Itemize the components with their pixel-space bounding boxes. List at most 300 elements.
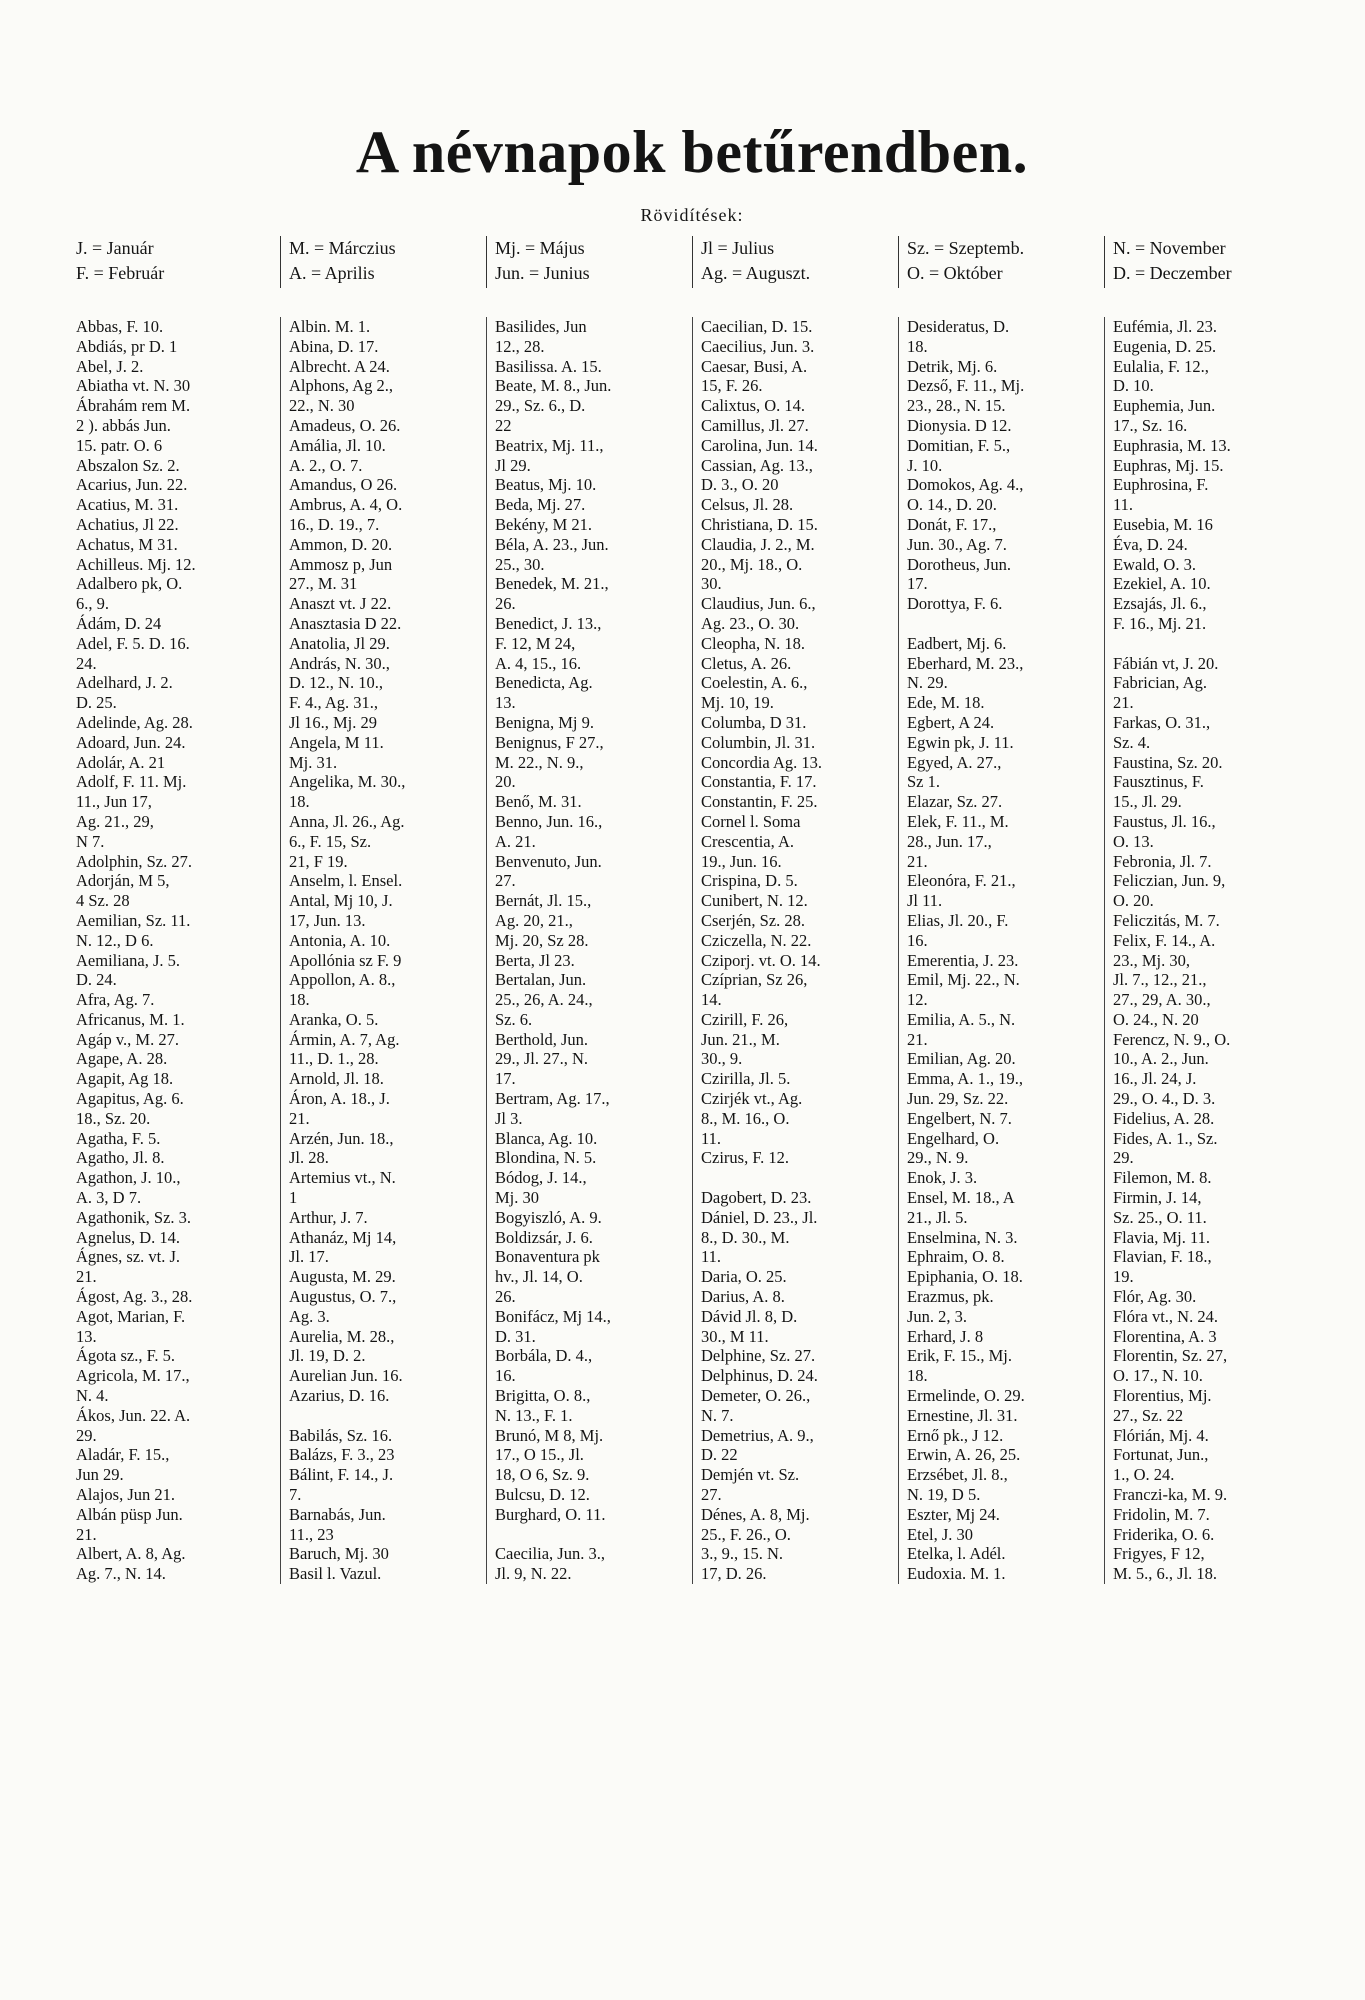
name-day-entry: 21. bbox=[907, 1029, 928, 1049]
name-day-entry: Alajos, Jun 21. bbox=[76, 1485, 175, 1505]
name-day-entry: 17. bbox=[495, 1069, 516, 1089]
name-day-entry: 27., M. 31 bbox=[289, 574, 358, 594]
name-day-entry: 29., O. 4., D. 3. bbox=[1113, 1089, 1216, 1109]
name-day-entry: Erwin, A. 26, 25. bbox=[907, 1445, 1021, 1465]
name-day-entry: Amandus, O 26. bbox=[289, 475, 398, 495]
name-day-entry: 11., 23 bbox=[289, 1524, 334, 1544]
name-day-entry: Caecilia, Jun. 3., bbox=[495, 1544, 605, 1564]
name-day-entry: Aurelian Jun. 16. bbox=[289, 1366, 403, 1386]
name-day-entry: Africanus, M. 1. bbox=[76, 1009, 185, 1029]
name-day-entry: Fabrician, Ag. bbox=[1113, 673, 1207, 693]
name-day-entry: Daria, O. 25. bbox=[701, 1267, 787, 1287]
name-day-entry: Agatho, Jl. 8. bbox=[76, 1148, 165, 1168]
name-day-entry: 25., 26, A. 24., bbox=[495, 990, 593, 1010]
name-day-entry: Aemiliana, J. 5. bbox=[76, 950, 181, 970]
name-day-entry: Bulcsu, D. 12. bbox=[495, 1485, 590, 1505]
name-day-entry: Berthold, Jun. bbox=[495, 1029, 589, 1049]
name-day-entry: Achatius, Jl 22. bbox=[76, 514, 179, 534]
name-day-entry: 15, F. 26. bbox=[701, 376, 763, 396]
name-day-entry: 29., Jl. 27., N. bbox=[495, 1049, 589, 1069]
name-day-entry: 19. bbox=[1113, 1267, 1134, 1287]
name-day-entry: 20., Mj. 18., O. bbox=[701, 554, 803, 574]
name-day-entry: Cleopha, N. 18. bbox=[701, 633, 806, 653]
name-day-entry: N 7. bbox=[76, 831, 105, 851]
name-day-entry: Flórián, Mj. 4. bbox=[1113, 1425, 1209, 1445]
name-day-entry: Agathon, J. 10., bbox=[76, 1168, 181, 1188]
abbreviation-entry: F. = Február bbox=[76, 263, 165, 283]
name-day-entry: Adoard, Jun. 24. bbox=[76, 732, 186, 752]
name-day-entry: Erik, F. 15., Mj. bbox=[907, 1346, 1013, 1366]
name-day-entry: Emilia, A. 5., N. bbox=[907, 1009, 1016, 1029]
name-day-entry: Ewald, O. 3. bbox=[1113, 554, 1196, 574]
name-day-entry: Elazar, Sz. 27. bbox=[907, 792, 1003, 812]
name-day-entry: Ephraim, O. 8. bbox=[907, 1247, 1005, 1267]
name-day-entry: Dénes, A. 8, Mj. bbox=[701, 1504, 810, 1524]
name-day-entry: Dionysia. D 12. bbox=[907, 415, 1012, 435]
name-day-entry: Albert, A. 8, Ag. bbox=[76, 1544, 186, 1564]
name-day-entry: Faustus, Jl. 16., bbox=[1113, 811, 1216, 831]
name-day-entry: 23., 28., N. 15. bbox=[907, 396, 1006, 416]
name-day-entry: Cziczella, N. 22. bbox=[701, 930, 812, 950]
name-day-entry: Ágota sz., F. 5. bbox=[76, 1346, 176, 1366]
name-day-entry: 27., 29, A. 30., bbox=[1113, 990, 1211, 1010]
name-day-entry: 16., D. 19., 7. bbox=[289, 514, 380, 534]
name-day-entry: 17. bbox=[907, 574, 928, 594]
name-day-entry: Blondina, N. 5. bbox=[495, 1148, 597, 1168]
name-day-entry: Albán püsp Jun. bbox=[76, 1504, 183, 1524]
name-day-entry: D. 22 bbox=[701, 1445, 738, 1465]
name-day-entry: Claudius, Jun. 6., bbox=[701, 594, 816, 614]
name-day-entry: N. 29. bbox=[907, 673, 948, 693]
name-day-entry: Euphras, Mj. 15. bbox=[1113, 455, 1224, 475]
name-day-entry: Burghard, O. 11. bbox=[495, 1504, 606, 1524]
name-day-entry: Engelbert, N. 7. bbox=[907, 1108, 1012, 1128]
name-day-entry: Blanca, Ag. 10. bbox=[495, 1128, 598, 1148]
name-day-entry: Benedek, M. 21., bbox=[495, 574, 609, 594]
name-day-entry: Emerentia, J. 23. bbox=[907, 950, 1019, 970]
name-day-entry: Sz. 25., O. 11. bbox=[1113, 1207, 1207, 1227]
name-day-entry: Beate, M. 8., Jun. bbox=[495, 376, 612, 396]
name-day-entry: Adelinde, Ag. 28. bbox=[76, 712, 193, 732]
name-day-entry: 29. bbox=[1113, 1148, 1134, 1168]
name-day-entry: Euphrosina, F. bbox=[1113, 475, 1209, 495]
name-day-entry: Jun. 2, 3. bbox=[907, 1306, 968, 1326]
name-day-entry: Bonaventura pk bbox=[495, 1247, 600, 1267]
name-day-entry: hv., Jl. 14, O. bbox=[495, 1267, 583, 1287]
name-day-entry: Erzsébet, Jl. 8., bbox=[907, 1465, 1008, 1485]
name-day-entry: D. 25. bbox=[76, 693, 117, 713]
name-day-entry: Albrecht. A 24. bbox=[289, 356, 390, 376]
name-day-entry: Basilissa. A. 15. bbox=[495, 356, 602, 376]
name-column bbox=[280, 317, 486, 1584]
name-day-entry: 18, O 6, Sz. 9. bbox=[495, 1465, 590, 1485]
name-day-entry: 25., 30. bbox=[495, 554, 545, 574]
name-day-entry: 4 Sz. 28 bbox=[76, 891, 130, 911]
name-day-entry: Jl 16., Mj. 29 bbox=[289, 712, 378, 732]
name-day-entry: Basilides, Jun bbox=[495, 317, 587, 336]
name-day-entry: Adorján, M 5, bbox=[76, 871, 170, 891]
name-day-entry: Filemon, M. 8. bbox=[1113, 1168, 1212, 1188]
name-day-entry: Caecilian, D. 15. bbox=[701, 317, 813, 336]
name-day-entry: Fausztinus, F. bbox=[1113, 772, 1204, 792]
name-day-entry: 21. bbox=[289, 1108, 310, 1128]
name-day-entry: Florentin, Sz. 27, bbox=[1113, 1346, 1228, 1366]
name-day-entry: Cunibert, N. 12. bbox=[701, 891, 808, 911]
name-day-entry: 17, D. 26. bbox=[701, 1564, 767, 1584]
name-day-entry: Aranka, O. 5. bbox=[289, 1009, 379, 1029]
name-day-entry: Ag. 23., O. 30. bbox=[701, 613, 800, 633]
abbreviations-heading: Rövidítések: bbox=[640, 205, 744, 225]
name-day-entry: Coelestin, A. 6., bbox=[701, 673, 808, 693]
name-day-entry: Abiatha vt. N. 30 bbox=[76, 376, 191, 396]
abbreviations-legend bbox=[74, 236, 1310, 288]
name-day-entry: 13. bbox=[495, 693, 516, 713]
name-day-entry: 20. bbox=[495, 772, 516, 792]
name-day-entry: Ádám, D. 24 bbox=[76, 613, 162, 633]
name-day-entry: Abel, J. 2. bbox=[76, 356, 144, 376]
name-day-entry: Constantia, F. 17. bbox=[701, 772, 817, 792]
name-day-entry: Ágost, Ag. 3., 28. bbox=[76, 1287, 193, 1307]
name-day-entry: Adalbero pk, O. bbox=[76, 574, 183, 594]
name-day-entry: D. 10. bbox=[1113, 376, 1154, 396]
name-day-entry: 18., Sz. 20. bbox=[76, 1108, 151, 1128]
name-day-entry: Amadeus, O. 26. bbox=[289, 415, 401, 435]
name-day-entry: 28., Jun. 17., bbox=[907, 831, 992, 851]
name-day-entry: Antal, Mj 10, J. bbox=[289, 891, 393, 911]
name-day-entry: Agnelus, D. 14. bbox=[76, 1227, 181, 1247]
name-day-entry: Dorotheus, Jun. bbox=[907, 554, 1012, 574]
name-day-entry: A. 2., O. 7. bbox=[289, 455, 363, 475]
name-day-entry: Flavia, Mj. 11. bbox=[1113, 1227, 1211, 1247]
name-day-entry: Eusebia, M. 16 bbox=[1113, 514, 1213, 534]
name-day-entry: Egwin pk, J. 11. bbox=[907, 732, 1014, 752]
name-day-entry: Etelka, l. Adél. bbox=[907, 1544, 1006, 1564]
name-day-entry: Fábián vt, J. 20. bbox=[1113, 653, 1219, 673]
name-day-entry: Apollónia sz F. 9 bbox=[289, 950, 402, 970]
name-day-entry: Ermelinde, O. 29. bbox=[907, 1386, 1025, 1406]
name-day-entry: Brunó, M 8, Mj. bbox=[495, 1425, 604, 1445]
name-day-entry: Éva, D. 24. bbox=[1113, 534, 1188, 554]
name-day-entry: 24. bbox=[76, 653, 97, 673]
name-day-entry: N. 12., D 6. bbox=[76, 930, 154, 950]
name-day-entry: Demjén vt. Sz. bbox=[701, 1465, 800, 1485]
name-day-entry: 16. bbox=[495, 1366, 516, 1386]
name-day-entry: F. 12, M 24, bbox=[495, 633, 576, 653]
name-day-entry: Eufémia, Jl. 23. bbox=[1113, 317, 1218, 336]
name-day-entry: Eleonóra, F. 21., bbox=[907, 871, 1016, 891]
name-day-entry bbox=[495, 1525, 690, 1545]
abbreviation-cell bbox=[74, 236, 280, 288]
name-day-entry: Agape, A. 28. bbox=[76, 1049, 168, 1069]
name-day-entry: Jl. 9, N. 22. bbox=[495, 1564, 572, 1584]
almanac-page bbox=[74, 0, 1310, 2000]
name-day-entry: 10., A. 2., Jun. bbox=[1113, 1049, 1209, 1069]
name-day-entry: Aemilian, Sz. 11. bbox=[76, 910, 191, 930]
name-day-entry: Delphine, Sz. 27. bbox=[701, 1346, 816, 1366]
name-day-entry: Adolphin, Sz. 27. bbox=[76, 851, 192, 871]
name-day-entry: 25., F. 26., O. bbox=[701, 1524, 791, 1544]
abbreviation-entry: Ag. = Auguszt. bbox=[701, 263, 811, 283]
name-day-entry: Barnabás, Jun. bbox=[289, 1504, 386, 1524]
name-day-entry: Bonifácz, Mj 14., bbox=[495, 1306, 611, 1326]
name-day-entry: Bogyiszló, A. 9. bbox=[495, 1207, 602, 1227]
name-day-entry: 29., Sz. 6., D. bbox=[495, 396, 586, 416]
name-day-entry: 8., D. 30., M. bbox=[701, 1227, 790, 1247]
name-day-entry: Febronia, Jl. 7. bbox=[1113, 851, 1212, 871]
name-day-entry: Cletus, A. 26. bbox=[701, 653, 792, 673]
name-day-columns bbox=[74, 317, 1310, 1584]
name-day-entry: Agatha, F. 5. bbox=[76, 1128, 161, 1148]
name-day-entry: J. 10. bbox=[907, 455, 943, 475]
name-day-entry: Jun. 21., M. bbox=[701, 1029, 780, 1049]
name-day-entry: D. 3., O. 20 bbox=[701, 475, 779, 495]
name-day-entry: Adel, F. 5. D. 16. bbox=[76, 633, 190, 653]
name-day-entry: Aurelia, M. 28., bbox=[289, 1326, 395, 1346]
name-day-entry: Fides, A. 1., Sz. bbox=[1113, 1128, 1218, 1148]
name-day-entry: N. 19, D 5. bbox=[907, 1485, 981, 1505]
name-day-entry: Claudia, J. 2., M. bbox=[701, 534, 815, 554]
name-day-entry: Ag. 21., 29, bbox=[76, 811, 154, 831]
name-day-entry: Angelika, M. 30., bbox=[289, 772, 406, 792]
name-day-entry: Engelhard, O. bbox=[907, 1128, 1000, 1148]
name-column bbox=[1104, 317, 1310, 1584]
name-day-entry: Berta, Jl 23. bbox=[495, 950, 575, 970]
name-day-entry: Jun 29. bbox=[76, 1465, 124, 1485]
name-day-entry: Ammon, D. 20. bbox=[289, 534, 393, 554]
name-day-entry: Sz. 6. bbox=[495, 1009, 533, 1029]
name-day-entry: 8., M. 16., O. bbox=[701, 1108, 790, 1128]
name-day-entry: Friderika, O. 6. bbox=[1113, 1524, 1215, 1544]
name-day-entry: Cziporj. vt. O. 14. bbox=[701, 950, 821, 970]
abbreviation-entry: O. = Október bbox=[907, 263, 1003, 283]
name-day-entry: Dániel, D. 23., Jl. bbox=[701, 1207, 818, 1227]
name-day-entry: Mj. 31. bbox=[289, 752, 338, 772]
name-day-entry: 12. bbox=[907, 990, 928, 1010]
name-day-entry: Czirus, F. 12. bbox=[701, 1148, 790, 1168]
name-day-entry: Caesar, Busi, A. bbox=[701, 356, 808, 376]
name-day-entry: 1 bbox=[289, 1188, 298, 1208]
name-day-entry: A. 21. bbox=[495, 831, 536, 851]
name-day-entry: Abbas, F. 10. bbox=[76, 317, 164, 336]
name-day-entry: 12., 28. bbox=[495, 336, 545, 356]
name-day-entry: Calixtus, O. 14. bbox=[701, 396, 806, 416]
name-day-entry: Demeter, O. 26., bbox=[701, 1386, 811, 1406]
name-day-entry: Czirilla, Jl. 5. bbox=[701, 1069, 791, 1089]
abbreviation-entry: A. = Aprilis bbox=[289, 263, 375, 283]
name-day-entry: Faustina, Sz. 20. bbox=[1113, 752, 1223, 772]
name-day-entry: O. 17., N. 10. bbox=[1113, 1366, 1203, 1386]
name-day-entry: Florentius, Mj. bbox=[1113, 1386, 1212, 1406]
name-day-entry: Benignus, F 27., bbox=[495, 732, 604, 752]
name-day-entry: Achilleus. Mj. 12. bbox=[76, 554, 196, 574]
name-day-entry: Dezső, F. 11., Mj. bbox=[907, 376, 1025, 396]
name-day-entry: Ernő pk., J 12. bbox=[907, 1425, 1004, 1445]
name-day-entry: Agathonik, Sz. 3. bbox=[76, 1207, 192, 1227]
name-day-entry: Jl. 17. bbox=[289, 1247, 329, 1267]
name-day-entry: Cornel l. Soma bbox=[701, 811, 801, 831]
name-day-entry: O. 13. bbox=[1113, 831, 1154, 851]
name-day-entry: 18. bbox=[289, 990, 310, 1010]
name-day-entry: 14. bbox=[701, 990, 722, 1010]
name-day-entry: Domokos, Ag. 4., bbox=[907, 475, 1024, 495]
name-day-entry: D. 12., N. 10., bbox=[289, 673, 383, 693]
name-day-entry: Abdiás, pr D. 1 bbox=[76, 336, 178, 356]
name-day-entry: 29. bbox=[76, 1425, 97, 1445]
name-day-entry: Jl. 19, D. 2. bbox=[289, 1346, 366, 1366]
name-day-entry: Agricola, M. 17., bbox=[76, 1366, 190, 1386]
name-day-entry: Áron, A. 18., J. bbox=[289, 1089, 390, 1109]
name-day-entry: Dávid Jl. 8, D. bbox=[701, 1306, 798, 1326]
name-day-entry: Jl 11. bbox=[907, 891, 943, 911]
name-day-entry: Eberhard, M. 23., bbox=[907, 653, 1024, 673]
name-day-entry: Abina, D. 17. bbox=[289, 336, 379, 356]
abbreviation-entry: D. = Deczember bbox=[1113, 263, 1232, 283]
name-day-entry: 11. bbox=[701, 1247, 722, 1267]
name-column bbox=[692, 317, 898, 1584]
name-day-entry: 22 bbox=[495, 415, 512, 435]
name-day-entry: Athanáz, Mj 14, bbox=[289, 1227, 397, 1247]
name-day-entry: Crescentia, A. bbox=[701, 831, 795, 851]
name-day-entry: 17., O 15., Jl. bbox=[495, 1445, 584, 1465]
name-day-entry: Acatius, M. 31. bbox=[76, 495, 179, 515]
name-day-entry: Darius, A. 8. bbox=[701, 1287, 785, 1307]
name-day-entry: N. 7. bbox=[701, 1405, 734, 1425]
name-column bbox=[486, 317, 692, 1584]
name-day-entry: Enok, J. 3. bbox=[907, 1168, 978, 1188]
abbreviation-cell bbox=[486, 236, 692, 288]
name-day-entry: Czirill, F. 26, bbox=[701, 1009, 789, 1029]
name-day-entry: Beda, Mj. 27. bbox=[495, 495, 586, 515]
name-day-entry: Antonia, A. 10. bbox=[289, 930, 391, 950]
name-day-entry: Donát, F. 17., bbox=[907, 514, 997, 534]
name-day-entry: Czirjék vt., Ag. bbox=[701, 1089, 803, 1109]
name-day-entry: 6., 9. bbox=[76, 594, 109, 614]
name-day-entry: 11., Jun 17, bbox=[76, 792, 152, 812]
name-day-entry: Ede, M. 18. bbox=[907, 693, 985, 713]
name-day-entry: Basil l. Vazul. bbox=[289, 1564, 382, 1584]
name-day-entry: Arnold, Jl. 18. bbox=[289, 1069, 384, 1089]
name-day-entry: Agáp v., M. 27. bbox=[76, 1029, 179, 1049]
name-day-entry: Ag. 20, 21., bbox=[495, 910, 573, 930]
name-day-entry: 18. bbox=[289, 792, 310, 812]
name-day-entry: Acarius, Jun. 22. bbox=[76, 475, 188, 495]
abbreviation-cell bbox=[692, 236, 898, 288]
name-day-entry: Franczi-ka, M. 9. bbox=[1113, 1485, 1228, 1505]
name-day-entry: Bekény, M 21. bbox=[495, 514, 593, 534]
name-day-entry: Feliczitás, M. 7. bbox=[1113, 910, 1220, 930]
name-day-entry: 27. bbox=[495, 871, 516, 891]
name-day-entry: Adolf, F. 11. Mj. bbox=[76, 772, 187, 792]
name-day-entry: Agapit, Ag 18. bbox=[76, 1069, 174, 1089]
name-day-entry: Mj. 30 bbox=[495, 1188, 540, 1208]
name-day-entry: Ferencz, N. 9., O. bbox=[1113, 1029, 1231, 1049]
name-day-entry: N. 4. bbox=[76, 1386, 109, 1406]
name-day-entry: Augustus, O. 7., bbox=[289, 1287, 397, 1307]
name-day-entry: Columbin, Jl. 31. bbox=[701, 732, 816, 752]
name-day-entry: Augusta, M. 29. bbox=[289, 1267, 396, 1287]
name-day-entry: Celsus, Jl. 28. bbox=[701, 495, 794, 515]
name-day-entry: Beatus, Mj. 10. bbox=[495, 475, 597, 495]
name-day-entry: Ábrahám rem M. bbox=[76, 396, 191, 416]
name-day-entry: 19., Jun. 16. bbox=[701, 851, 782, 871]
name-day-entry: Ágnes, sz. vt. J. bbox=[76, 1247, 181, 1267]
name-day-entry: Desideratus, D. bbox=[907, 317, 1010, 336]
name-day-entry: Cassian, Ag. 13., bbox=[701, 455, 813, 475]
name-day-entry: Adelhard, J. 2. bbox=[76, 673, 173, 693]
name-day-entry: 1., O. 24. bbox=[1113, 1465, 1175, 1485]
name-day-entry: 30., M 11. bbox=[701, 1326, 769, 1346]
name-day-entry: Arthur, J. 7. bbox=[289, 1207, 368, 1227]
name-day-entry: O. 20. bbox=[1113, 891, 1154, 911]
name-day-entry: F. 4., Ag. 31., bbox=[289, 693, 378, 713]
name-day-entry: Emil, Mj. 22., N. bbox=[907, 970, 1020, 990]
name-day-entry: Anasztasia D 22. bbox=[289, 613, 402, 633]
name-day-entry: Fidelius, A. 28. bbox=[1113, 1108, 1215, 1128]
name-day-entry: 26. bbox=[495, 1287, 516, 1307]
name-day-entry: Euphrasia, M. 13. bbox=[1113, 435, 1231, 455]
name-day-entry: Euphemia, Jun. bbox=[1113, 396, 1216, 416]
name-day-entry: Ag. 7., N. 14. bbox=[76, 1564, 166, 1584]
name-day-entry: Delphinus, D. 24. bbox=[701, 1366, 818, 1386]
name-day-entry: Jl. 28. bbox=[289, 1148, 329, 1168]
name-day-entry: Brigitta, O. 8., bbox=[495, 1386, 591, 1406]
name-day-entry: O. 24., N. 20 bbox=[1113, 1009, 1199, 1029]
name-day-entry: Amália, Jl. 10. bbox=[289, 435, 386, 455]
name-day-entry: N. 13., F. 1. bbox=[495, 1405, 573, 1425]
name-day-entry: Flór, Ag. 30. bbox=[1113, 1287, 1197, 1307]
name-day-entry: O. 14., D. 20. bbox=[907, 495, 997, 515]
page-title: A névnapok betűrendben. bbox=[355, 119, 1029, 185]
name-day-entry: Beatrix, Mj. 11., bbox=[495, 435, 604, 455]
name-day-entry: Ezsajás, Jl. 6., bbox=[1113, 594, 1207, 614]
name-day-entry: Mj. 20, Sz 28. bbox=[495, 930, 589, 950]
name-day-entry: Domitian, F. 5., bbox=[907, 435, 1011, 455]
name-day-entry: Anna, Jl. 26., Ag. bbox=[289, 811, 405, 831]
name-day-entry: Appollon, A. 8., bbox=[289, 970, 396, 990]
name-day-entry: 2 ). abbás Jun. bbox=[76, 415, 171, 435]
name-day-entry: Egbert, A 24. bbox=[907, 712, 995, 732]
name-day-entry: Flavian, F. 18., bbox=[1113, 1247, 1212, 1267]
name-day-entry: Dagobert, D. 23. bbox=[701, 1188, 812, 1208]
name-day-entry: 21, F 19. bbox=[289, 851, 348, 871]
name-day-entry: Arzén, Jun. 18., bbox=[289, 1128, 394, 1148]
name-column bbox=[74, 317, 280, 1584]
name-day-entry: Bertalan, Jun. bbox=[495, 970, 587, 990]
name-day-entry: Benedicta, Ag. bbox=[495, 673, 593, 693]
abbreviation-cell bbox=[280, 236, 486, 288]
name-day-entry: 21. bbox=[76, 1524, 97, 1544]
name-day-entry: Baruch, Mj. 30 bbox=[289, 1544, 389, 1564]
name-day-entry: 17, Jun. 13. bbox=[289, 910, 366, 930]
abbreviation-entry: Mj. = Május bbox=[495, 238, 585, 258]
name-day-entry: Epiphania, O. 18. bbox=[907, 1267, 1023, 1287]
name-day-entry: Alphons, Ag 2., bbox=[289, 376, 394, 396]
name-day-entry: Eugenia, D. 25. bbox=[1113, 336, 1217, 356]
name-day-entry: Eadbert, Mj. 6. bbox=[907, 633, 1007, 653]
name-day-entry: Béla, A. 23., Jun. bbox=[495, 534, 609, 554]
name-day-entry: Bertram, Ag. 17., bbox=[495, 1089, 610, 1109]
name-day-entry: Jl 3. bbox=[495, 1108, 523, 1128]
name-day-entry: 15. patr. O. 6 bbox=[76, 435, 163, 455]
name-day-entry: 30., 9. bbox=[701, 1049, 743, 1069]
name-day-entry: M. 5., 6., Jl. 18. bbox=[1113, 1564, 1218, 1584]
name-day-entry: 16. bbox=[907, 930, 928, 950]
name-day-entry: 26. bbox=[495, 594, 516, 614]
name-day-entry: Angela, M 11. bbox=[289, 732, 384, 752]
name-day-entry: Achatus, M 31. bbox=[76, 534, 178, 554]
name-day-entry: Ambrus, A. 4, O. bbox=[289, 495, 403, 515]
name-day-entry: 3., 9., 15. N. bbox=[701, 1544, 784, 1564]
